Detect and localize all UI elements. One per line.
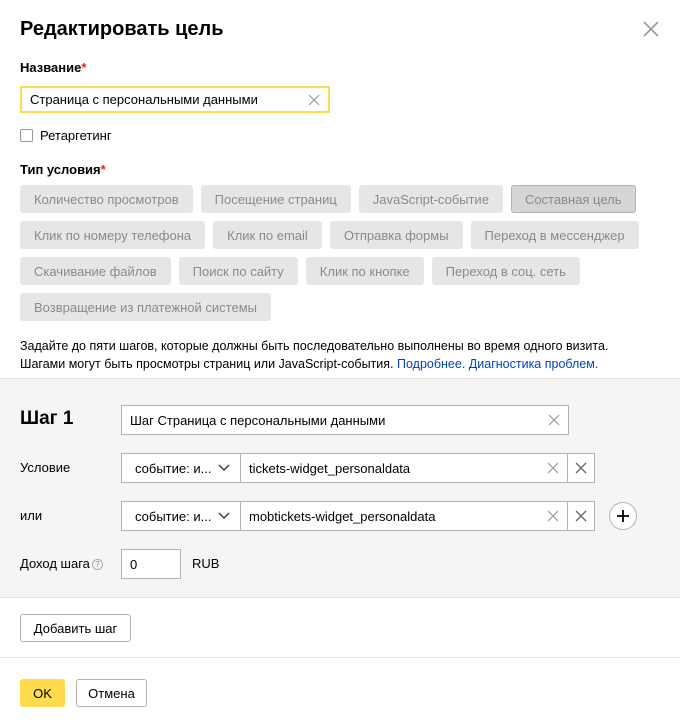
add-step-button[interactable]: Добавить шаг <box>20 614 131 642</box>
chip-file-download[interactable]: Скачивание файлов <box>20 257 171 285</box>
add-condition-button[interactable] <box>609 502 637 530</box>
dialog-title: Редактировать цель <box>20 18 224 40</box>
required-mark: * <box>81 60 87 75</box>
chip-social-network[interactable]: Переход в соц. сеть <box>432 257 580 285</box>
revenue-label: Доход шага ? <box>20 556 103 571</box>
clear-icon[interactable] <box>548 414 560 426</box>
chip-row <box>20 221 660 249</box>
cancel-button[interactable]: Отмена <box>76 679 147 707</box>
currency-label: RUB <box>192 556 220 571</box>
chip-email-click[interactable]: Клик по email <box>213 221 322 249</box>
close-icon <box>575 510 587 522</box>
chip-phone-click[interactable]: Клик по номеру телефона <box>20 221 205 249</box>
steps-hint: Задайте до пяти шагов, которые должны быть последовательно выполнены во время одного визита. Шагами могут быть просмотры страниц или JavaScript-события. Подробнее. Диагностика проблем. <box>20 339 609 371</box>
condition-type-value: событие: и... <box>135 508 212 524</box>
condition-value-input[interactable] <box>240 453 568 483</box>
condition-type-select[interactable] <box>121 501 241 531</box>
retargeting-checkbox[interactable] <box>20 129 33 142</box>
chip-composite-goal[interactable]: Составная цель <box>511 185 636 213</box>
chevron-down-icon <box>218 512 230 520</box>
close-icon <box>575 462 587 474</box>
chip-button-click[interactable]: Клик по кнопке <box>306 257 424 285</box>
condition-value: mobtickets-widget_personaldata <box>249 508 436 524</box>
help-icon[interactable]: ? <box>92 559 103 570</box>
condition-type-chips <box>20 185 660 329</box>
footer-divider <box>0 657 680 658</box>
chip-payment-return[interactable]: Возвращение из платежной системы <box>20 293 271 321</box>
condition-value: tickets-widget_personaldata <box>249 460 411 476</box>
chip-page-views[interactable]: Количество просмотров <box>20 185 193 213</box>
revenue-input[interactable] <box>121 549 181 579</box>
condition-value-input[interactable] <box>240 501 568 531</box>
remove-condition-button[interactable] <box>567 501 595 531</box>
ok-button[interactable]: OK <box>20 679 65 707</box>
chevron-down-icon <box>218 464 230 472</box>
condition-label: Условие <box>20 460 71 475</box>
remove-condition-button[interactable] <box>567 453 595 483</box>
chip-row <box>20 293 660 321</box>
step-name-input[interactable] <box>121 405 569 435</box>
chip-form-submit[interactable]: Отправка формы <box>330 221 463 249</box>
clear-icon[interactable] <box>547 462 559 474</box>
clear-icon[interactable] <box>547 510 559 522</box>
retargeting-label: Ретаргетинг <box>40 128 112 143</box>
goal-name-input[interactable] <box>20 86 330 113</box>
condition-type-label: Тип условия* <box>20 162 106 177</box>
diagnostics-link[interactable]: Диагностика проблем. <box>468 357 599 371</box>
retargeting-row[interactable] <box>20 128 112 143</box>
goal-name-value: Страница с персональными данными <box>30 92 258 107</box>
chip-js-event[interactable]: JavaScript-событие <box>359 185 503 213</box>
clear-icon[interactable] <box>308 94 320 106</box>
revenue-value: 0 <box>130 556 138 572</box>
chip-page-visit[interactable]: Посещение страниц <box>201 185 351 213</box>
close-icon[interactable] <box>640 18 662 40</box>
more-link[interactable]: Подробнее. <box>397 357 466 371</box>
step-name-value: Шаг Страница с персональными данными <box>130 412 386 428</box>
condition-type-value: событие: и... <box>135 460 212 476</box>
plus-icon <box>616 509 630 523</box>
name-label: Название* <box>20 60 87 75</box>
condition-type-select[interactable] <box>121 453 241 483</box>
or-label: или <box>20 508 43 523</box>
chip-messenger[interactable]: Переход в мессенджер <box>471 221 639 249</box>
chip-site-search[interactable]: Поиск по сайту <box>179 257 298 285</box>
required-mark: * <box>100 162 106 177</box>
step-title: Шаг 1 <box>20 408 74 429</box>
chip-row <box>20 257 660 285</box>
chip-row <box>20 185 660 213</box>
